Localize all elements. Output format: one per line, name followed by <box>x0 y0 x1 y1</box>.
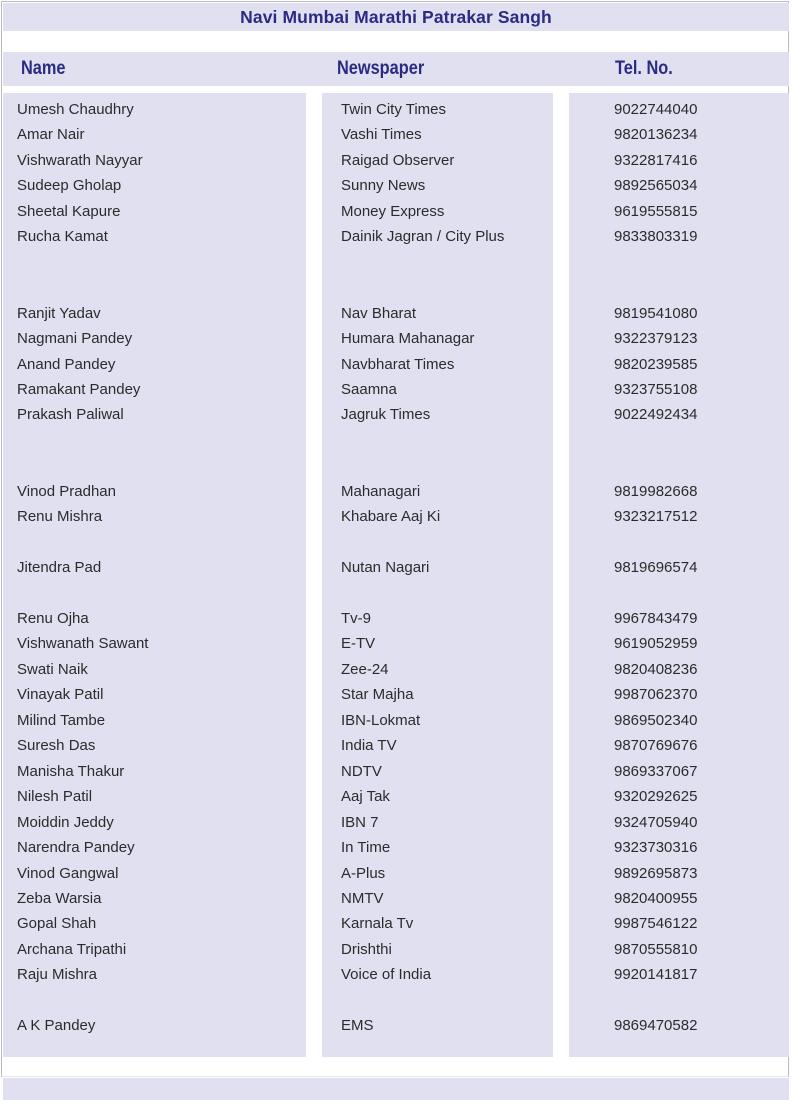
tel-cell: 9619052959 <box>614 635 698 653</box>
tel-cell: 9320292625 <box>614 788 698 806</box>
tel-cell: 9869502340 <box>614 711 698 729</box>
footer-bar <box>3 1078 789 1100</box>
column-header-bar <box>3 52 789 86</box>
newspaper-cell: E-TV <box>341 635 376 653</box>
tel-cell: 9892695873 <box>614 864 698 882</box>
name-cell: Suresh Das <box>17 737 96 755</box>
newspaper-cell: EMS <box>341 1017 374 1035</box>
name-cell: Archana Tripathi <box>17 940 127 958</box>
tel-cell: 9820408236 <box>614 660 698 678</box>
name-cell: Manisha Thakur <box>17 762 125 780</box>
newspaper-cell: Saamna <box>341 380 397 398</box>
tel-cell: 9870555810 <box>614 940 698 958</box>
newspaper-cell: In Time <box>341 839 391 857</box>
newspaper-cell: Drishthi <box>341 940 392 958</box>
header-name: Name <box>21 58 66 79</box>
title-bar <box>3 3 789 31</box>
name-cell: Vishwarath Nayyar <box>17 151 143 169</box>
newspaper-cell: India TV <box>341 737 397 755</box>
name-cell: Raju Mishra <box>17 966 98 984</box>
tel-cell: 9619555815 <box>614 202 698 220</box>
name-cell: Gopal Shah <box>17 915 97 933</box>
newspaper-cell: Vashi Times <box>341 126 422 144</box>
tel-cell: 9820136234 <box>614 126 698 144</box>
tel-cell: 9820400955 <box>614 889 698 907</box>
name-cell: Prakash Paliwal <box>17 406 124 424</box>
tel-cell: 9322379123 <box>614 330 698 348</box>
newspaper-cell: Nav Bharat <box>341 304 417 322</box>
name-cell: Sheetal Kapure <box>17 202 121 220</box>
newspaper-column <box>322 93 553 1057</box>
tel-cell: 9322817416 <box>614 151 698 169</box>
tel-cell: 9819541080 <box>614 304 698 322</box>
tel-cell: 9323755108 <box>614 380 698 398</box>
newspaper-cell: Zee-24 <box>341 660 389 678</box>
newspaper-cell: Nutan Nagari <box>341 559 430 577</box>
tel-cell: 9987546122 <box>614 915 698 933</box>
newspaper-cell: Money Express <box>341 202 445 220</box>
tel-cell: 9820239585 <box>614 355 698 373</box>
name-cell: Ramakant Pandey <box>17 380 141 398</box>
newspaper-cell: Voice of India <box>341 966 432 984</box>
tel-cell: 9833803319 <box>614 228 698 246</box>
newspaper-cell: Dainik Jagran / City Plus <box>341 228 505 246</box>
name-cell: Anand Pandey <box>17 355 116 373</box>
newspaper-cell: Tv-9 <box>341 610 371 627</box>
name-cell: Swati Naik <box>17 660 88 678</box>
tel-cell: 9819982668 <box>614 482 698 500</box>
name-cell: Nagmani Pandey <box>17 330 133 348</box>
newspaper-cell: Mahanagari <box>341 482 421 500</box>
newspaper-cell: Navbharat Times <box>341 355 455 373</box>
newspaper-cell: Sunny News <box>341 177 426 195</box>
name-cell: Vinayak Patil <box>17 686 104 704</box>
tel-cell: 9819696574 <box>614 559 698 577</box>
name-cell: Amar Nair <box>17 126 85 144</box>
name-cell: Narendra Pandey <box>17 839 135 857</box>
newspaper-cell: Humara Mahanagar <box>341 330 475 348</box>
name-cell: Vinod Gangwal <box>17 864 119 882</box>
tel-cell: 9967843479 <box>614 610 698 627</box>
name-cell: A K Pandey <box>17 1017 96 1035</box>
header-newspaper: Newspaper <box>337 58 425 79</box>
tel-cell: 9323730316 <box>614 839 698 857</box>
newspaper-cell: Twin City Times <box>341 101 447 118</box>
name-cell: Vishwanath Sawant <box>17 635 149 653</box>
tel-cell: 9870769676 <box>614 737 698 755</box>
newspaper-cell: Jagruk Times <box>341 406 431 424</box>
tel-cell: 9022492434 <box>614 406 698 424</box>
newspaper-cell: A-Plus <box>341 864 386 882</box>
tel-cell: 9892565034 <box>614 177 698 195</box>
name-cell: Moiddin Jeddy <box>17 813 114 831</box>
name-cell: Nilesh Patil <box>17 788 93 806</box>
name-column <box>3 93 306 1057</box>
name-cell: Zeba Warsia <box>17 889 102 907</box>
newspaper-cell: Star Majha <box>341 686 414 704</box>
tel-cell: 9869470582 <box>614 1017 698 1035</box>
name-cell: Milind Tambe <box>17 711 106 729</box>
tel-cell: 9323217512 <box>614 508 698 526</box>
newspaper-cell: NMTV <box>341 889 384 907</box>
page-title: Navi Mumbai Marathi Patrakar Sangh <box>240 7 552 27</box>
name-cell: Renu Ojha <box>17 610 89 627</box>
name-cell: Umesh Chaudhry <box>17 101 134 118</box>
header-tel: Tel. No. <box>615 58 673 79</box>
tel-cell: 9920141817 <box>614 966 698 984</box>
tel-cell: 9324705940 <box>614 813 698 831</box>
newspaper-cell: Aaj Tak <box>341 788 390 806</box>
tel-cell: 9987062370 <box>614 686 698 704</box>
newspaper-cell: NDTV <box>341 762 382 780</box>
name-cell: Rucha Kamat <box>17 228 108 246</box>
name-cell: Sudeep Gholap <box>17 177 122 195</box>
name-cell: Vinod Pradhan <box>17 482 116 500</box>
newspaper-cell: IBN 7 <box>341 813 379 831</box>
tel-column <box>569 93 789 1057</box>
name-cell: Ranjit Yadav <box>17 304 101 322</box>
tel-cell: 9869337067 <box>614 762 698 780</box>
newspaper-cell: Raigad Observer <box>341 151 455 169</box>
name-cell: Renu Mishra <box>17 508 103 526</box>
tel-cell: 9022744040 <box>614 101 698 118</box>
newspaper-cell: Karnala Tv <box>341 915 414 933</box>
newspaper-cell: Khabare Aaj Ki <box>341 508 441 526</box>
name-cell: Jitendra Pad <box>17 559 102 577</box>
newspaper-cell: IBN-Lokmat <box>341 711 421 729</box>
